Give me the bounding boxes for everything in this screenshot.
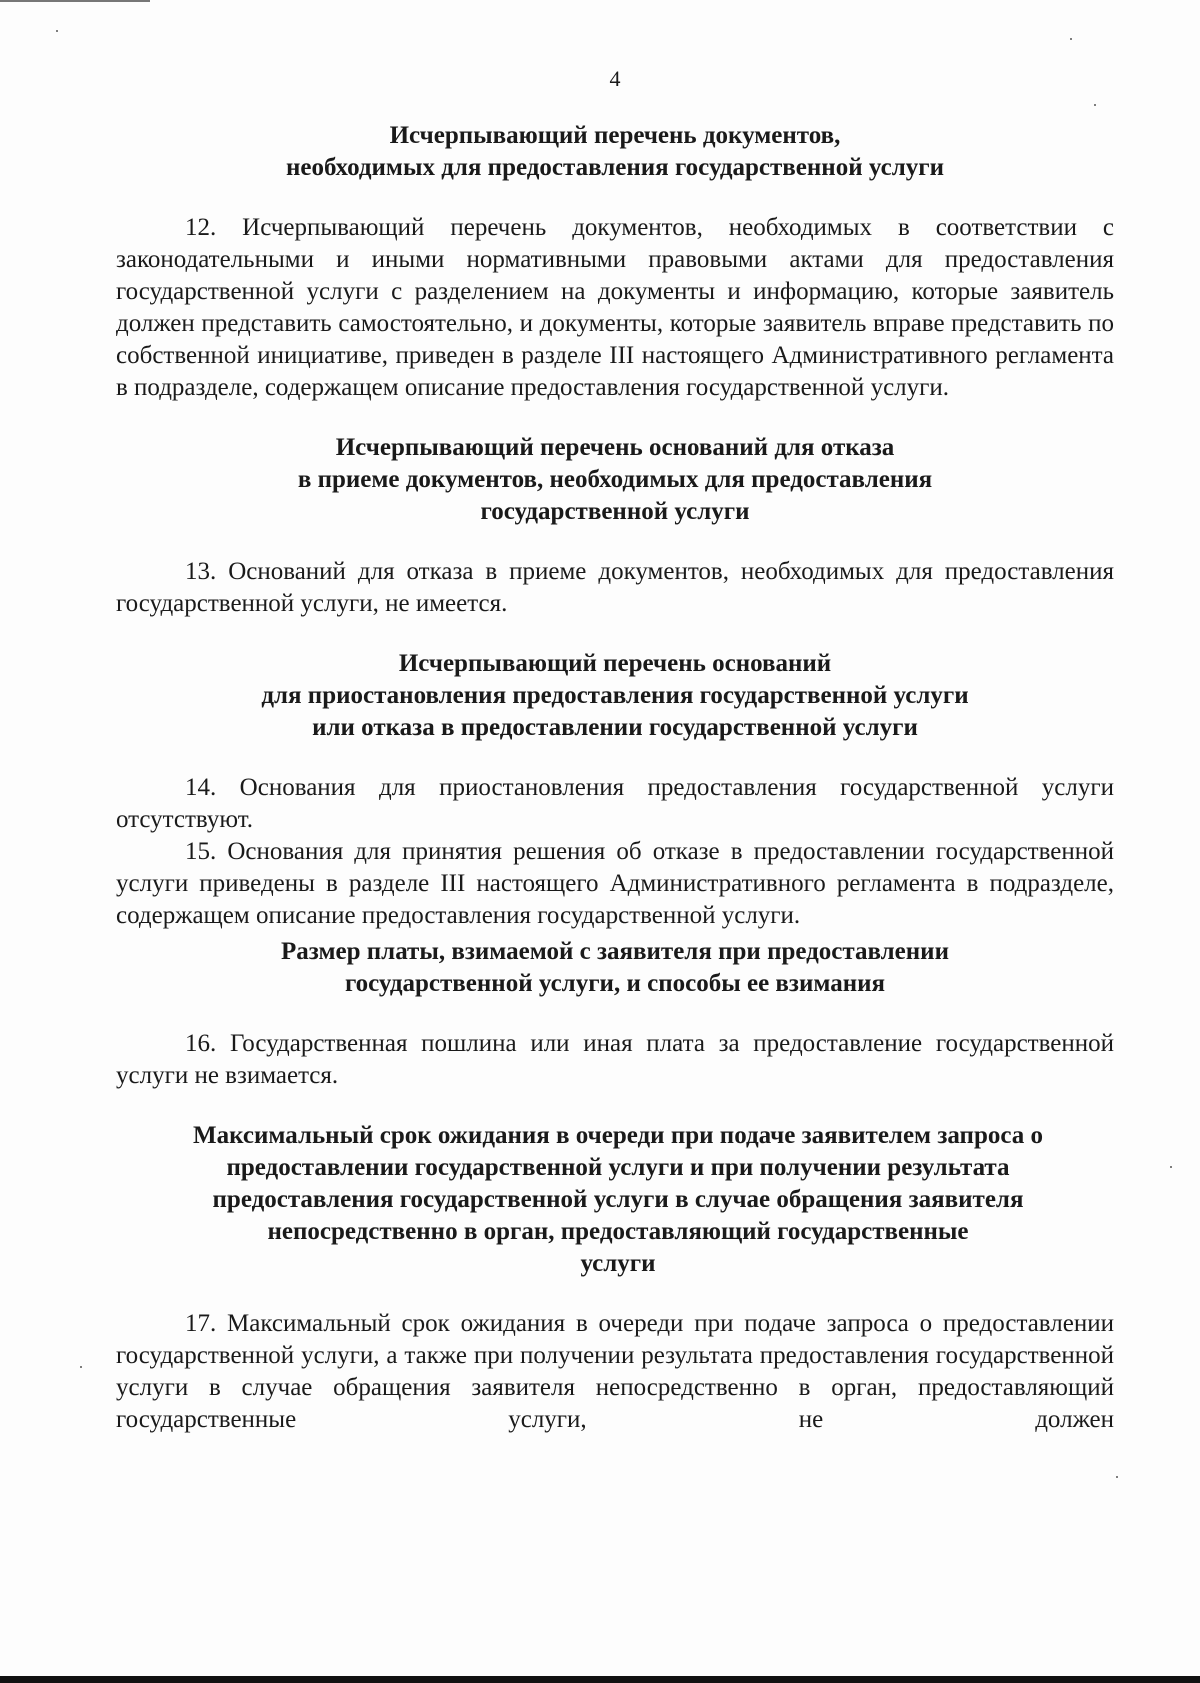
paragraph-13: 13. Оснований для отказа в приеме документов, необходимых для предоставления государственной услуги, не имеется. bbox=[116, 558, 1114, 617]
heading-line: для приостановления предоставления государственной услуги bbox=[261, 682, 969, 709]
document-body bbox=[116, 120, 1114, 1436]
heading-line: или отказа в предоставлении государственной услуги bbox=[312, 714, 918, 741]
paragraph-14: 14. Основания для приостановления предоставления государственной услуги отсутствуют. bbox=[116, 774, 1114, 833]
heading-line: предоставлении государственной услуги и при получении результата bbox=[226, 1154, 1010, 1181]
section-heading bbox=[116, 432, 1114, 528]
section-suspension-grounds bbox=[116, 648, 1114, 932]
heading-line: услуги bbox=[580, 1250, 656, 1277]
section-heading bbox=[116, 648, 1114, 744]
heading-line: непосредственно в орган, предоставляющий государственные bbox=[267, 1218, 969, 1245]
scan-speck bbox=[1170, 1166, 1172, 1168]
scan-edge-top bbox=[0, 0, 150, 2]
section-heading bbox=[108, 1120, 1128, 1280]
section-max-waiting-time bbox=[116, 1120, 1114, 1436]
heading-line: государственной услуги bbox=[480, 498, 750, 525]
scan-speck bbox=[1070, 38, 1072, 40]
section-heading bbox=[116, 936, 1114, 1000]
heading-line: государственной услуги, и способы ее взимания bbox=[344, 970, 886, 997]
scan-speck bbox=[1094, 104, 1096, 106]
heading-line: предоставления государственной услуги в случае обращения заявителя bbox=[212, 1186, 1024, 1213]
page-number: 4 bbox=[609, 66, 621, 91]
heading-line: необходимых для предоставления государственной услуги bbox=[286, 154, 944, 181]
paragraph-12: 12. Исчерпывающий перечень документов, необходимых в соответствии с законодательными и иными нормативными правовыми актами для предоставления государственной услуги с разделением на документы и информацию, которые заявитель должен представить самостоятельно, и документы, которые заявитель вправе представить по собственной инициативе, приведен в разделе III настоящего Административного регламента в подразделе, содержащем описание предоставления государственной услуги. bbox=[116, 214, 1114, 401]
paragraph-15: 15. Основания для принятия решения об отказе в предоставлении государственной услуги приведены в разделе III настоящего Административного регламента в подразделе, содержащем описание предоставления государственной услуги. bbox=[116, 838, 1114, 929]
section-heading bbox=[116, 120, 1114, 184]
heading-line: Исчерпывающий перечень оснований для отказа bbox=[335, 434, 895, 461]
paragraph-17: 17. Максимальный срок ожидания в очереди при подаче запроса о предоставлении государственной услуги, а также при получении результата предоставления государственной услуги в случае обращения заявителя непосредственно в орган, предоставляющий государственные услуги, не должен bbox=[116, 1310, 1114, 1433]
scan-speck bbox=[56, 30, 58, 32]
section-fee bbox=[116, 936, 1114, 1092]
heading-line: Исчерпывающий перечень оснований bbox=[398, 650, 832, 677]
paragraph-16: 16. Государственная пошлина или иная плата за предоставление государственной услуги не взимается. bbox=[116, 1030, 1114, 1089]
scan-edge-bottom bbox=[0, 1676, 1200, 1683]
section-refusal-grounds-acceptance bbox=[116, 432, 1114, 620]
scan-speck bbox=[1116, 1476, 1118, 1478]
scan-speck bbox=[80, 1366, 82, 1368]
heading-line: Исчерпывающий перечень документов, bbox=[389, 122, 841, 149]
heading-line: Размер платы, взимаемой с заявителя при предоставлении bbox=[281, 938, 949, 965]
section-required-documents bbox=[116, 120, 1114, 404]
heading-line: в приеме документов, необходимых для предоставления bbox=[297, 466, 933, 493]
heading-line: Максимальный срок ожидания в очереди при подаче заявителем запроса о bbox=[192, 1122, 1043, 1149]
